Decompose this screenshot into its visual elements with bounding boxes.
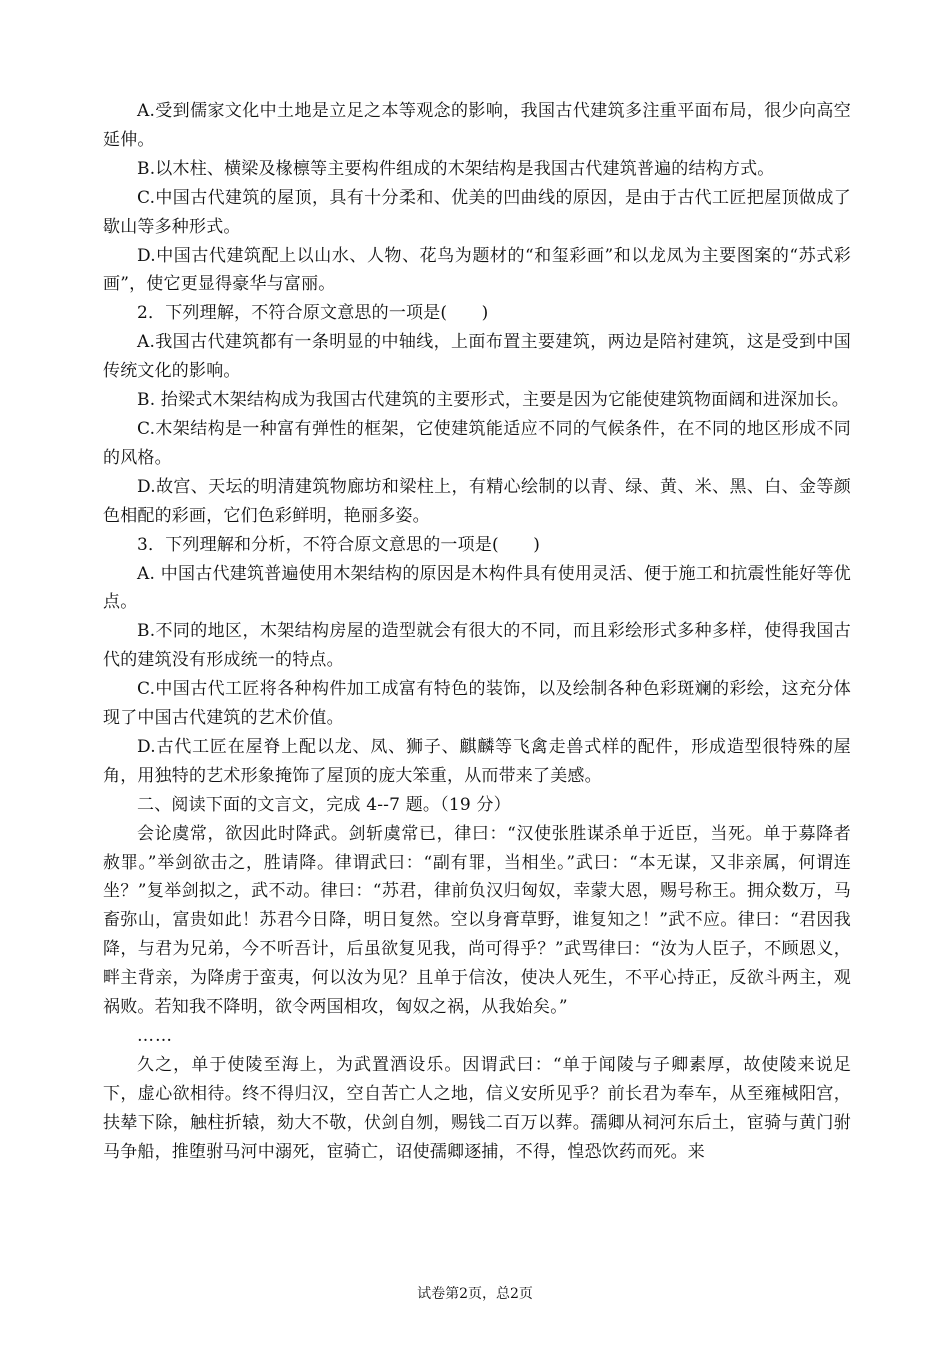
q3-option-c: C.中国古代工匠将各种构件加工成富有特色的装饰，以及绘制各种色彩斑斓的彩绘，这充分体现了中国古代建筑的艺术价值。	[103, 679, 851, 729]
q1-option-a: A.受到儒家文化中土地是立足之本等观念的影响，我国古代建筑多注重平面布局，很少向高空延伸。	[103, 101, 851, 150]
q2-option-a: A.我国古代建筑都有一条明显的中轴线，上面布置主要建筑，两边是陪衬建筑，这是受到中国传统文化的影响。	[103, 332, 851, 382]
q2-stem: 2．下列理解，不符合原文意思的一项是( )	[137, 303, 489, 324]
q1-option-b: B.以木柱、横梁及椽檩等主要构件组成的木架结构是我国古代建筑普遍的结构方式。	[137, 158, 775, 179]
q2-option-c: C.木架结构是一种富有弹性的框架，它使建筑能适应不同的气候条件，在不同的地区形成不同的风格。	[103, 418, 851, 468]
classical-passage-1: 会论虞常，欲因此时降武。剑斩虞常已，律曰：“汉使张胜谋杀单于近臣，当死。单于募降者赦罪。”举剑欲击之，胜请降。律谓武曰：“副有罪，当相坐。”武曰：“本无谋，又非亲属，何谓连坐？”复举剑拟之，武不动。律曰：“苏君，律前负汉归匈奴，幸蒙大恩，赐号称王。拥众数万，马畜弥山，富贵如此！苏君今日降，明日复然。空以身膏草野，谁复知之！”武不应。律曰：“君因我降，与君为兄弟，今不听吾计，后虽欲复见我，尚可得乎？”武骂律曰：“汝为人臣子，不顾恩义，畔主背亲，为降虏于蛮夷，何以汝为见？且单于信汝，使决人死生，不平心持正，反欲斗两主，观祸败。若知我不降明，欲令两国相攻，匈奴之祸，从我始矣。”	[103, 823, 851, 1018]
q3-option-d: D.古代工匠在屋脊上配以龙、凤、狮子、麒麟等飞禽走兽式样的配件，形成造型很特殊的屋角，用独特的艺术形象掩饰了屋顶的庞大笨重，从而带来了美感。	[103, 736, 851, 786]
q3-stem: 3．下列理解和分析，不符合原文意思的一项是( )	[137, 534, 541, 555]
page-footer: 试卷第2页，总2页	[417, 1286, 533, 1302]
q3-option-a: A. 中国古代建筑普遍使用木架结构的原因是木构件具有使用灵活、便于施工和抗震性能好等优点。	[103, 563, 851, 613]
q1-option-d: D.中国古代建筑配上以山水、人物、花鸟为题材的“和玺彩画”和以龙凤为主要图案的“苏式彩画”，使它更显得豪华与富丽。	[103, 245, 851, 295]
q2-option-b: B. 抬梁式木架结构成为我国古代建筑的主要形式，主要是因为它能使建筑物面阔和进深加长。	[137, 390, 849, 411]
section2-heading: 二、阅读下面的文言文，完成 4--7 题。（19 分）	[137, 794, 511, 815]
classical-passage-2: 久之，单于使陵至海上，为武置酒设乐。因谓武曰：“单于闻陵与子卿素厚，故使陵来说足下，虚心欲相待。终不得归汉，空自苦亡人之地，信义安所见乎？前长君为奉车，从至雍棫阳宫，扶辇下除，触柱折辕，劾大不敬，伏剑自刎，赐钱二百万以葬。孺卿从祠河东后土，宦骑与黄门驸马争船，推堕驸马河中溺死，宦骑亡，诏使孺卿逐捕，不得，惶恐饮药而死。来	[103, 1054, 851, 1162]
q1-option-c: C.中国古代建筑的屋顶，具有十分柔和、优美的凹曲线的原因，是由于古代工匠把屋顶做成了歇山等多种形式。	[103, 187, 851, 237]
exam-page-body	[103, 97, 851, 1167]
passage-ellipsis: ……	[137, 1026, 173, 1046]
q2-option-d: D.故宫、天坛的明清建筑物廊坊和梁柱上，有精心绘制的以青、绿、黄、米、黑、白、金等颜色相配的彩画，它们色彩鲜明，艳丽多姿。	[103, 476, 851, 526]
q3-option-b: B.不同的地区，木架结构房屋的造型就会有很大的不同，而且彩绘形式多种多样，使得我国古代的建筑没有形成统一的特点。	[103, 621, 851, 671]
